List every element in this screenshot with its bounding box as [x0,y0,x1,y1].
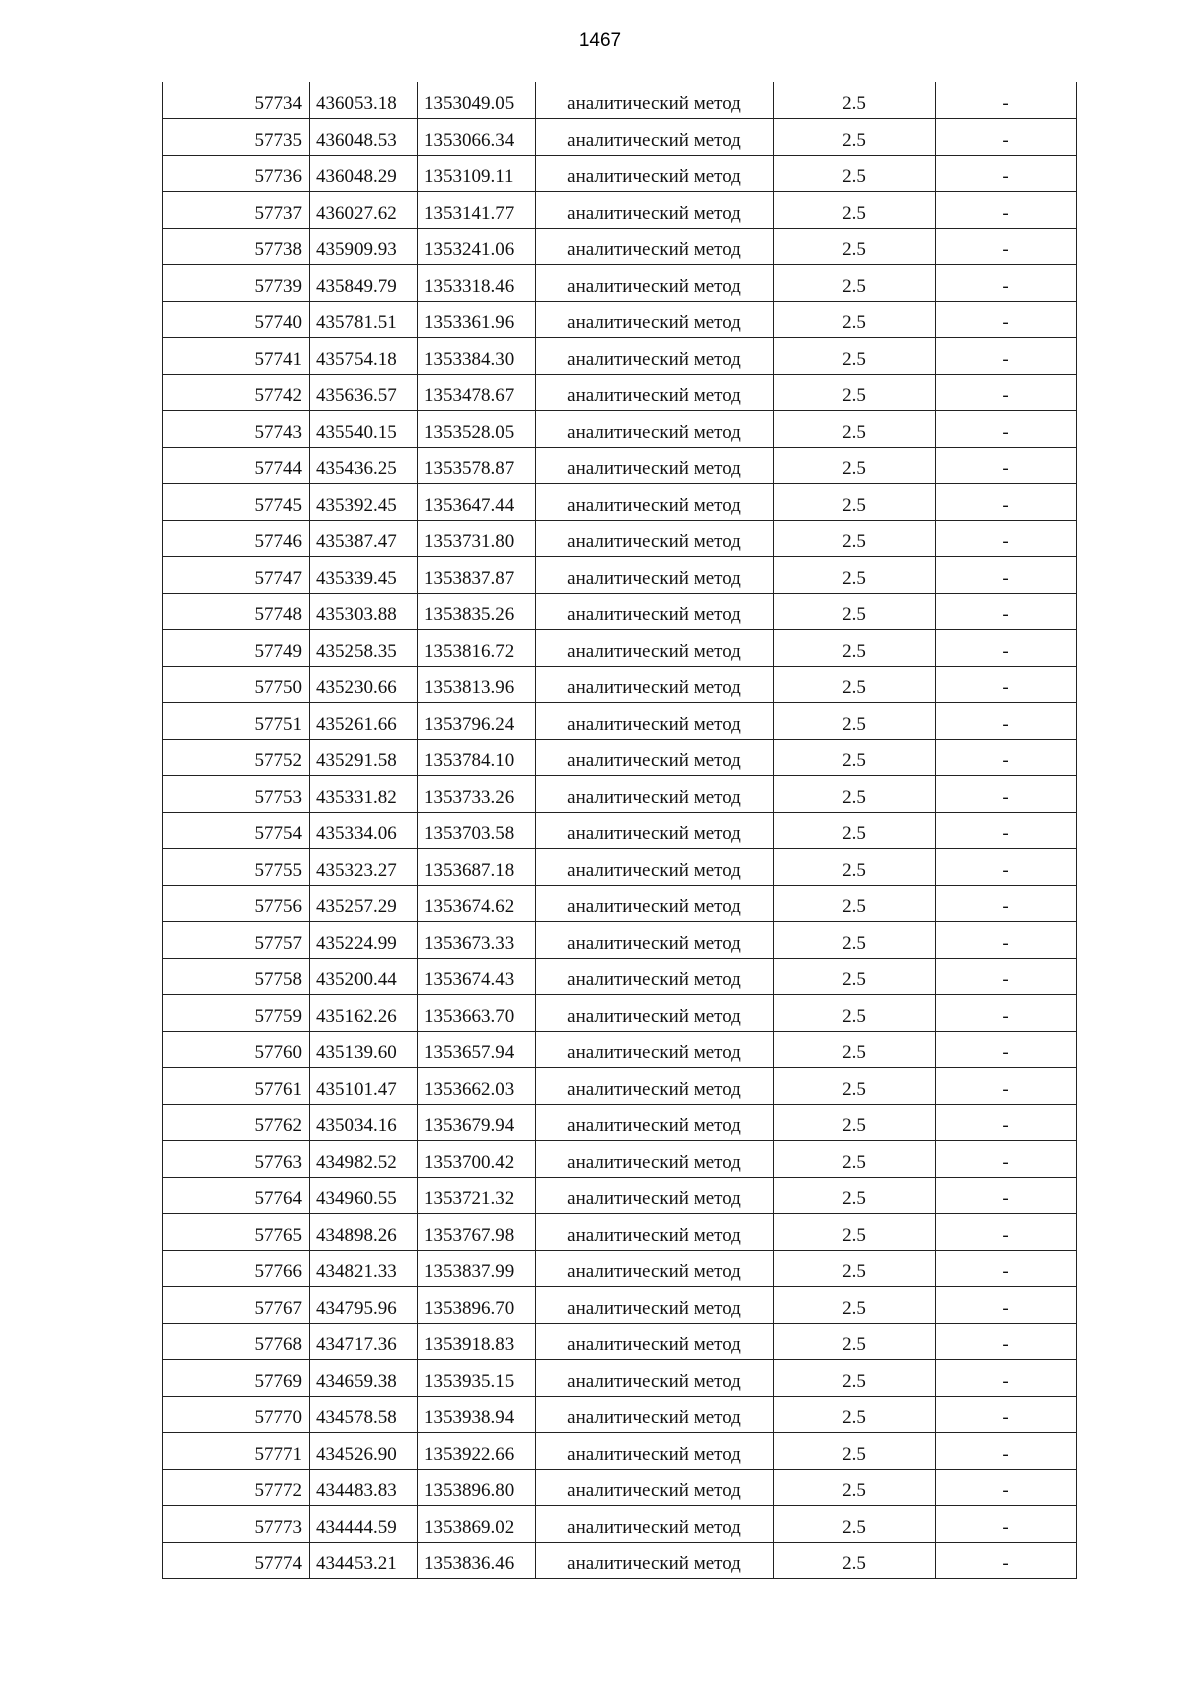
y-coordinate-cell: 1353578.87 [418,447,536,484]
point-number-cell: 57752 [163,739,310,776]
accuracy-cell: 2.5 [774,411,936,448]
point-number-cell: 57771 [163,1433,310,1470]
table-row [163,703,1077,740]
method-cell: аналитический метод [536,739,774,776]
method-cell: аналитический метод [536,1250,774,1287]
y-coordinate-cell: 1353935.15 [418,1360,536,1397]
point-number-cell: 57761 [163,1068,310,1105]
y-coordinate-cell: 1353361.96 [418,301,536,338]
x-coordinate-cell: 434960.55 [310,1177,418,1214]
accuracy-cell: 2.5 [774,995,936,1032]
table-row [163,1031,1077,1068]
method-cell: аналитический метод [536,119,774,156]
y-coordinate-cell: 1353869.02 [418,1506,536,1543]
x-coordinate-cell: 435224.99 [310,922,418,959]
table-row [163,776,1077,813]
y-coordinate-cell: 1353663.70 [418,995,536,1032]
accuracy-cell: 2.5 [774,1068,936,1105]
x-coordinate-cell: 435781.51 [310,301,418,338]
x-coordinate-cell: 435334.06 [310,812,418,849]
table-row [163,1469,1077,1506]
note-cell: - [936,301,1077,338]
accuracy-cell: 2.5 [774,922,936,959]
note-cell: - [936,1360,1077,1397]
accuracy-cell: 2.5 [774,155,936,192]
accuracy-cell: 2.5 [774,1542,936,1579]
x-coordinate-cell: 435540.15 [310,411,418,448]
x-coordinate-cell: 435392.45 [310,484,418,521]
note-cell: - [936,1323,1077,1360]
accuracy-cell: 2.5 [774,1433,936,1470]
x-coordinate-cell: 435754.18 [310,338,418,375]
point-number-cell: 57748 [163,593,310,630]
method-cell: аналитический метод [536,374,774,411]
note-cell: - [936,1506,1077,1543]
method-cell: аналитический метод [536,1506,774,1543]
y-coordinate-cell: 1353721.32 [418,1177,536,1214]
note-cell: - [936,995,1077,1032]
accuracy-cell: 2.5 [774,119,936,156]
accuracy-cell: 2.5 [774,228,936,265]
method-cell: аналитический метод [536,1542,774,1579]
method-cell: аналитический метод [536,338,774,375]
point-number-cell: 57759 [163,995,310,1032]
coordinates-table [162,82,1077,1579]
table-row [163,228,1077,265]
accuracy-cell: 2.5 [774,484,936,521]
y-coordinate-cell: 1353896.70 [418,1287,536,1324]
y-coordinate-cell: 1353528.05 [418,411,536,448]
note-cell: - [936,885,1077,922]
y-coordinate-cell: 1353687.18 [418,849,536,886]
method-cell: аналитический метод [536,849,774,886]
x-coordinate-cell: 434795.96 [310,1287,418,1324]
point-number-cell: 57758 [163,958,310,995]
note-cell: - [936,1177,1077,1214]
note-cell: - [936,630,1077,667]
accuracy-cell: 2.5 [774,1396,936,1433]
accuracy-cell: 2.5 [774,739,936,776]
accuracy-cell: 2.5 [774,630,936,667]
point-number-cell: 57768 [163,1323,310,1360]
method-cell: аналитический метод [536,593,774,630]
note-cell: - [936,739,1077,776]
x-coordinate-cell: 434483.83 [310,1469,418,1506]
table-row [163,82,1077,119]
x-coordinate-cell: 435849.79 [310,265,418,302]
point-number-cell: 57743 [163,411,310,448]
y-coordinate-cell: 1353918.83 [418,1323,536,1360]
table-row [163,1360,1077,1397]
method-cell: аналитический метод [536,885,774,922]
method-cell: аналитический метод [536,1177,774,1214]
y-coordinate-cell: 1353674.62 [418,885,536,922]
x-coordinate-cell: 435258.35 [310,630,418,667]
method-cell: аналитический метод [536,192,774,229]
y-coordinate-cell: 1353049.05 [418,82,536,119]
method-cell: аналитический метод [536,958,774,995]
y-coordinate-cell: 1353241.06 [418,228,536,265]
point-number-cell: 57769 [163,1360,310,1397]
accuracy-cell: 2.5 [774,1506,936,1543]
method-cell: аналитический метод [536,82,774,119]
point-number-cell: 57745 [163,484,310,521]
page-number: 1467 [578,30,622,51]
accuracy-cell: 2.5 [774,447,936,484]
y-coordinate-cell: 1353796.24 [418,703,536,740]
note-cell: - [936,1141,1077,1178]
note-cell: - [936,1287,1077,1324]
y-coordinate-cell: 1353673.33 [418,922,536,959]
accuracy-cell: 2.5 [774,885,936,922]
method-cell: аналитический метод [536,1323,774,1360]
y-coordinate-cell: 1353922.66 [418,1433,536,1470]
x-coordinate-cell: 435230.66 [310,666,418,703]
x-coordinate-cell: 435339.45 [310,557,418,594]
table-row [163,1396,1077,1433]
accuracy-cell: 2.5 [774,1177,936,1214]
x-coordinate-cell: 435257.29 [310,885,418,922]
method-cell: аналитический метод [536,666,774,703]
method-cell: аналитический метод [536,776,774,813]
point-number-cell: 57736 [163,155,310,192]
note-cell: - [936,82,1077,119]
table-row [163,411,1077,448]
accuracy-cell: 2.5 [774,192,936,229]
y-coordinate-cell: 1353837.99 [418,1250,536,1287]
table-row [163,1214,1077,1251]
y-coordinate-cell: 1353837.87 [418,557,536,594]
y-coordinate-cell: 1353679.94 [418,1104,536,1141]
table-row [163,739,1077,776]
method-cell: аналитический метод [536,155,774,192]
point-number-cell: 57749 [163,630,310,667]
note-cell: - [936,447,1077,484]
x-coordinate-cell: 434982.52 [310,1141,418,1178]
y-coordinate-cell: 1353703.58 [418,812,536,849]
accuracy-cell: 2.5 [774,593,936,630]
table-row [163,301,1077,338]
point-number-cell: 57734 [163,82,310,119]
table-row [163,484,1077,521]
y-coordinate-cell: 1353731.80 [418,520,536,557]
table-row [163,119,1077,156]
table-row [163,520,1077,557]
table-row [163,1177,1077,1214]
accuracy-cell: 2.5 [774,666,936,703]
point-number-cell: 57764 [163,1177,310,1214]
table-row [163,374,1077,411]
point-number-cell: 57742 [163,374,310,411]
x-coordinate-cell: 435034.16 [310,1104,418,1141]
x-coordinate-cell: 434444.59 [310,1506,418,1543]
x-coordinate-cell: 435303.88 [310,593,418,630]
method-cell: аналитический метод [536,1214,774,1251]
table-row [163,1141,1077,1178]
table-row [163,922,1077,959]
note-cell: - [936,484,1077,521]
note-cell: - [936,374,1077,411]
accuracy-cell: 2.5 [774,265,936,302]
x-coordinate-cell: 435387.47 [310,520,418,557]
table-row [163,1250,1077,1287]
note-cell: - [936,703,1077,740]
method-cell: аналитический метод [536,995,774,1032]
accuracy-cell: 2.5 [774,1287,936,1324]
note-cell: - [936,812,1077,849]
note-cell: - [936,1031,1077,1068]
y-coordinate-cell: 1353836.46 [418,1542,536,1579]
point-number-cell: 57751 [163,703,310,740]
method-cell: аналитический метод [536,1031,774,1068]
table-row [163,1068,1077,1105]
x-coordinate-cell: 435331.82 [310,776,418,813]
accuracy-cell: 2.5 [774,374,936,411]
method-cell: аналитический метод [536,630,774,667]
y-coordinate-cell: 1353835.26 [418,593,536,630]
note-cell: - [936,520,1077,557]
point-number-cell: 57738 [163,228,310,265]
point-number-cell: 57767 [163,1287,310,1324]
point-number-cell: 57747 [163,557,310,594]
note-cell: - [936,958,1077,995]
table-row [163,1287,1077,1324]
point-number-cell: 57746 [163,520,310,557]
note-cell: - [936,666,1077,703]
accuracy-cell: 2.5 [774,849,936,886]
x-coordinate-cell: 435323.27 [310,849,418,886]
y-coordinate-cell: 1353478.67 [418,374,536,411]
x-coordinate-cell: 435909.93 [310,228,418,265]
accuracy-cell: 2.5 [774,82,936,119]
note-cell: - [936,228,1077,265]
table-row [163,1506,1077,1543]
x-coordinate-cell: 436048.29 [310,155,418,192]
accuracy-cell: 2.5 [774,1141,936,1178]
table-row [163,885,1077,922]
table-row [163,1433,1077,1470]
x-coordinate-cell: 434453.21 [310,1542,418,1579]
x-coordinate-cell: 435139.60 [310,1031,418,1068]
table-row [163,155,1077,192]
y-coordinate-cell: 1353733.26 [418,776,536,813]
x-coordinate-cell: 435162.26 [310,995,418,1032]
y-coordinate-cell: 1353066.34 [418,119,536,156]
method-cell: аналитический метод [536,1104,774,1141]
y-coordinate-cell: 1353647.44 [418,484,536,521]
x-coordinate-cell: 436053.18 [310,82,418,119]
point-number-cell: 57756 [163,885,310,922]
method-cell: аналитический метод [536,228,774,265]
table-row [163,958,1077,995]
method-cell: аналитический метод [536,922,774,959]
method-cell: аналитический метод [536,411,774,448]
y-coordinate-cell: 1353896.80 [418,1469,536,1506]
note-cell: - [936,1433,1077,1470]
method-cell: аналитический метод [536,1068,774,1105]
point-number-cell: 57754 [163,812,310,849]
note-cell: - [936,922,1077,959]
note-cell: - [936,155,1077,192]
method-cell: аналитический метод [536,484,774,521]
table-row [163,338,1077,375]
table-row [163,593,1077,630]
table-row [163,265,1077,302]
accuracy-cell: 2.5 [774,1214,936,1251]
table-row [163,630,1077,667]
y-coordinate-cell: 1353938.94 [418,1396,536,1433]
method-cell: аналитический метод [536,301,774,338]
table-row [163,447,1077,484]
note-cell: - [936,776,1077,813]
point-number-cell: 57735 [163,119,310,156]
accuracy-cell: 2.5 [774,301,936,338]
point-number-cell: 57762 [163,1104,310,1141]
table-row [163,1542,1077,1579]
accuracy-cell: 2.5 [774,1250,936,1287]
point-number-cell: 57744 [163,447,310,484]
x-coordinate-cell: 436048.53 [310,119,418,156]
note-cell: - [936,1542,1077,1579]
x-coordinate-cell: 434578.58 [310,1396,418,1433]
table-row [163,1104,1077,1141]
x-coordinate-cell: 436027.62 [310,192,418,229]
accuracy-cell: 2.5 [774,557,936,594]
y-coordinate-cell: 1353384.30 [418,338,536,375]
point-number-cell: 57750 [163,666,310,703]
table-row [163,666,1077,703]
x-coordinate-cell: 434717.36 [310,1323,418,1360]
x-coordinate-cell: 435200.44 [310,958,418,995]
accuracy-cell: 2.5 [774,776,936,813]
y-coordinate-cell: 1353657.94 [418,1031,536,1068]
method-cell: аналитический метод [536,1469,774,1506]
y-coordinate-cell: 1353700.42 [418,1141,536,1178]
y-coordinate-cell: 1353816.72 [418,630,536,667]
point-number-cell: 57766 [163,1250,310,1287]
method-cell: аналитический метод [536,1396,774,1433]
table-row [163,995,1077,1032]
method-cell: аналитический метод [536,520,774,557]
x-coordinate-cell: 435291.58 [310,739,418,776]
point-number-cell: 57765 [163,1214,310,1251]
point-number-cell: 57770 [163,1396,310,1433]
note-cell: - [936,265,1077,302]
note-cell: - [936,1250,1077,1287]
x-coordinate-cell: 435261.66 [310,703,418,740]
table-row [163,1323,1077,1360]
method-cell: аналитический метод [536,1287,774,1324]
x-coordinate-cell: 435101.47 [310,1068,418,1105]
method-cell: аналитический метод [536,557,774,594]
point-number-cell: 57740 [163,301,310,338]
coordinates-table-body [163,82,1077,1579]
accuracy-cell: 2.5 [774,958,936,995]
accuracy-cell: 2.5 [774,338,936,375]
table-row [163,192,1077,229]
note-cell: - [936,338,1077,375]
point-number-cell: 57741 [163,338,310,375]
x-coordinate-cell: 434659.38 [310,1360,418,1397]
note-cell: - [936,593,1077,630]
accuracy-cell: 2.5 [774,1469,936,1506]
y-coordinate-cell: 1353318.46 [418,265,536,302]
note-cell: - [936,1104,1077,1141]
point-number-cell: 57757 [163,922,310,959]
method-cell: аналитический метод [536,1141,774,1178]
point-number-cell: 57753 [163,776,310,813]
note-cell: - [936,557,1077,594]
method-cell: аналитический метод [536,1360,774,1397]
point-number-cell: 57773 [163,1506,310,1543]
y-coordinate-cell: 1353767.98 [418,1214,536,1251]
method-cell: аналитический метод [536,447,774,484]
point-number-cell: 57760 [163,1031,310,1068]
y-coordinate-cell: 1353813.96 [418,666,536,703]
accuracy-cell: 2.5 [774,1104,936,1141]
note-cell: - [936,1214,1077,1251]
method-cell: аналитический метод [536,812,774,849]
y-coordinate-cell: 1353674.43 [418,958,536,995]
point-number-cell: 57755 [163,849,310,886]
accuracy-cell: 2.5 [774,1360,936,1397]
accuracy-cell: 2.5 [774,1031,936,1068]
method-cell: аналитический метод [536,1433,774,1470]
note-cell: - [936,1068,1077,1105]
table-row [163,849,1077,886]
point-number-cell: 57763 [163,1141,310,1178]
note-cell: - [936,119,1077,156]
point-number-cell: 57772 [163,1469,310,1506]
note-cell: - [936,1469,1077,1506]
y-coordinate-cell: 1353784.10 [418,739,536,776]
accuracy-cell: 2.5 [774,812,936,849]
accuracy-cell: 2.5 [774,520,936,557]
accuracy-cell: 2.5 [774,1323,936,1360]
accuracy-cell: 2.5 [774,703,936,740]
point-number-cell: 57739 [163,265,310,302]
x-coordinate-cell: 435636.57 [310,374,418,411]
note-cell: - [936,411,1077,448]
method-cell: аналитический метод [536,703,774,740]
note-cell: - [936,849,1077,886]
point-number-cell: 57774 [163,1542,310,1579]
note-cell: - [936,1396,1077,1433]
note-cell: - [936,192,1077,229]
x-coordinate-cell: 434526.90 [310,1433,418,1470]
y-coordinate-cell: 1353141.77 [418,192,536,229]
x-coordinate-cell: 434821.33 [310,1250,418,1287]
table-row [163,557,1077,594]
x-coordinate-cell: 434898.26 [310,1214,418,1251]
y-coordinate-cell: 1353109.11 [418,155,536,192]
x-coordinate-cell: 435436.25 [310,447,418,484]
point-number-cell: 57737 [163,192,310,229]
y-coordinate-cell: 1353662.03 [418,1068,536,1105]
table-row [163,812,1077,849]
method-cell: аналитический метод [536,265,774,302]
